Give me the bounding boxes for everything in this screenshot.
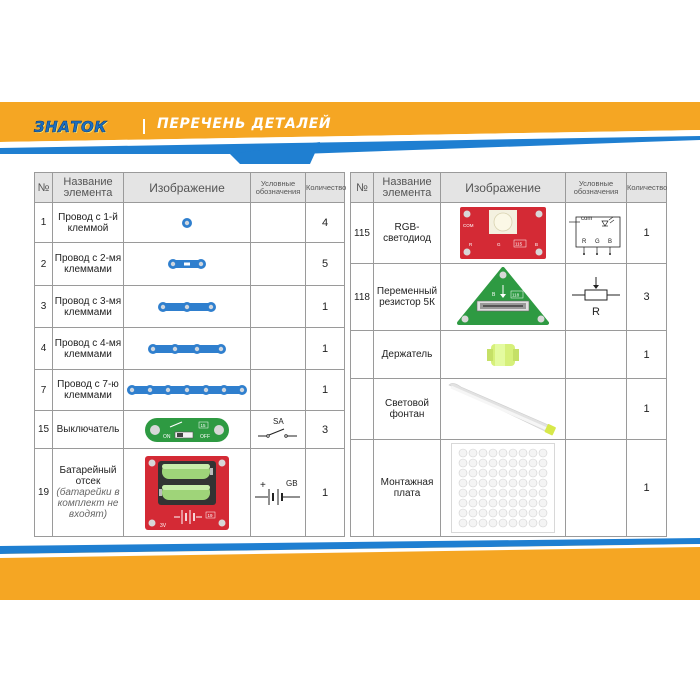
board-hole [489,479,497,487]
switch-off-label: OFF [200,433,210,440]
table-row [35,286,345,328]
board-hole [479,449,487,457]
board-hole [469,479,477,487]
battery-voltage-label: 3V [160,522,167,529]
row-symbol [251,328,306,370]
board-hole [479,499,487,507]
row-num: 3 [35,286,53,328]
board-hole [519,469,527,477]
board-hole [479,489,487,497]
led-com-label: COM [463,223,474,228]
row-symbol [566,440,627,537]
board-hole [459,459,467,467]
board-hole [509,519,517,527]
board-hole [519,449,527,457]
board-hole [499,479,507,487]
row-name: Батарейный отсек [59,465,117,487]
board-hole [459,499,467,507]
board-hole [539,459,547,467]
board-hole [539,499,547,507]
wire-7-terminals-image [124,370,251,411]
column-header-name: Название элемента [53,173,124,203]
board-hole [499,449,507,457]
board-hole [529,509,537,517]
wire-2-terminals-image [124,243,251,286]
row-qty: 1 [306,370,345,411]
board-hole [459,509,467,517]
board-hole [539,469,547,477]
row-qty: 1 [627,203,667,264]
column-header-image: Изображение [124,173,251,203]
board-hole [509,509,517,517]
row-qty: 1 [306,449,345,537]
board-hole [539,489,547,497]
table-row [35,411,345,449]
led-b-label: B [535,242,539,247]
board-hole [469,489,477,497]
row-symbol [251,203,306,243]
row-name: Провод с 2-мя клеммами [53,243,124,286]
board-hole [509,469,517,477]
row-num: 7 [35,370,53,411]
board-hole [459,519,467,527]
column-header-qty: Количество [627,173,667,203]
column-header-name: Название элемента [374,173,441,203]
row-name-note: (батарейки в комплект не входят) [56,487,120,520]
row-num [351,331,374,379]
board-hole [469,459,477,467]
switch-symbol [251,411,306,449]
board-hole [539,509,547,517]
led-symbol-b: B [608,239,613,245]
board-hole [459,449,467,457]
row-qty: 5 [306,243,345,286]
board-hole [499,459,507,467]
column-header-image: Изображение [441,173,566,203]
row-qty: 1 [627,331,667,379]
row-symbol [251,243,306,286]
led-r-label: R [469,242,473,247]
board-hole [509,449,517,457]
row-qty: 3 [306,411,345,449]
column-header-num: № [35,173,53,203]
board-hole [519,459,527,467]
battery-code-label: 19 [207,512,213,518]
board-hole [529,489,537,497]
board-hole [489,489,497,497]
row-qty: 4 [306,203,345,243]
row-num [351,379,374,440]
board-hole [519,509,527,517]
row-name: Провод с 1-й клеммой [53,203,124,243]
parts-table-right [350,172,667,537]
column-header-qty: Количество [306,173,345,203]
board-hole [499,489,507,497]
light-fountain-image [441,379,566,440]
board-hole [529,499,537,507]
column-header-num: № [351,173,374,203]
row-symbol [566,379,627,440]
row-name: Провод с 7-ю клеммами [53,370,124,411]
footer-banner [0,538,700,600]
table-row [351,331,667,379]
switch-board-image [124,411,251,449]
board-hole [539,519,547,527]
board-hole [489,469,497,477]
board-hole [529,479,537,487]
table-row [35,243,345,286]
wire-1-terminal-image [124,203,251,243]
board-hole [479,479,487,487]
row-num: 115 [351,203,374,264]
board-hole [539,479,547,487]
table-row [35,449,345,537]
column-header-symbol: Условные обозначения [566,173,627,203]
table-header-row [351,173,667,203]
table-row [35,203,345,243]
row-num: 118 [351,264,374,331]
potentiometer-symbol [566,264,627,331]
row-num: 4 [35,328,53,370]
row-qty: 1 [627,379,667,440]
battery-symbol [251,449,306,537]
row-num: 15 [35,411,53,449]
row-qty: 1 [627,440,667,537]
board-hole [469,469,477,477]
row-num [351,440,374,537]
board-hole [479,509,487,517]
table-row [351,264,667,331]
board-hole [509,499,517,507]
rgb-led-board-image [441,203,566,264]
board-hole [489,499,497,507]
board-hole [489,449,497,457]
board-hole [519,519,527,527]
board-hole [499,509,507,517]
row-symbol [251,286,306,328]
board-hole [459,489,467,497]
board-hole [499,499,507,507]
rgb-led-symbol [566,203,627,264]
pot-code-label: 118 [512,292,520,298]
battery-symbol-plus: + [260,479,266,491]
row-num: 1 [35,203,53,243]
brand-logo: ЗНАТОК [34,118,108,136]
board-hole [469,499,477,507]
column-header-symbol: Условные обозначения [251,173,306,203]
wire-4-terminals-image [124,328,251,370]
led-g-label: G [497,242,501,247]
board-hole [469,519,477,527]
board-hole [479,469,487,477]
board-hole [509,479,517,487]
battery-board-image [124,449,251,537]
board-hole [459,469,467,477]
board-hole [509,459,517,467]
potentiometer-board-image [441,264,566,331]
row-symbol [566,331,627,379]
board-hole [499,519,507,527]
table-header-row [35,173,345,203]
row-name: Переменный резистор 5К [374,264,441,331]
switch-symbol-label: SA [273,416,284,426]
board-hole [509,489,517,497]
row-symbol [251,370,306,411]
row-num: 2 [35,243,53,286]
wire-3-terminals-image [124,286,251,328]
parts-table-left [34,172,345,537]
board-hole [519,489,527,497]
table-row [351,379,667,440]
board-hole [529,469,537,477]
row-qty: 1 [306,286,345,328]
row-num: 19 [35,449,53,537]
row-qty: 3 [627,264,667,331]
header-divider [143,119,145,134]
row-name-cell [53,449,124,537]
led-symbol-g: G [595,239,600,245]
board-hole [519,499,527,507]
holder-image [441,331,566,379]
led-symbol-r: R [582,239,587,245]
page-title: ПЕРЕЧЕНЬ ДЕТАЛЕЙ [157,116,332,132]
switch-code-label: 15 [200,422,206,428]
board-hole [469,449,477,457]
board-hole [479,459,487,467]
row-name: Монтажная плата [374,440,441,537]
board-hole [459,479,467,487]
table-row [351,440,667,537]
pot-b-label: B [492,292,496,298]
led-code-label: 115 [515,241,523,247]
mounting-board-image [441,440,566,537]
switch-on-label: ON [163,433,171,440]
row-name: Световой фонтан [374,379,441,440]
row-name: Провод с 3-мя клеммами [53,286,124,328]
table-row [35,370,345,411]
row-name: Держатель [374,331,441,379]
table-row [35,328,345,370]
row-name: Провод с 4-мя клеммами [53,328,124,370]
table-row [351,203,667,264]
potentiometer-symbol-label: R [592,306,600,318]
board-hole [489,459,497,467]
board-hole [529,449,537,457]
battery-symbol-label: GB [286,478,298,488]
row-qty: 1 [306,328,345,370]
led-symbol-com: com [581,216,593,222]
board-hole [479,519,487,527]
board-hole [489,509,497,517]
board-hole [489,519,497,527]
board-hole [519,479,527,487]
row-name: Выключатель [53,411,124,449]
board-hole [499,469,507,477]
board-hole [529,519,537,527]
board-hole [539,449,547,457]
board-hole [469,509,477,517]
row-name: RGB-светодиод [374,203,441,264]
board-hole [529,459,537,467]
